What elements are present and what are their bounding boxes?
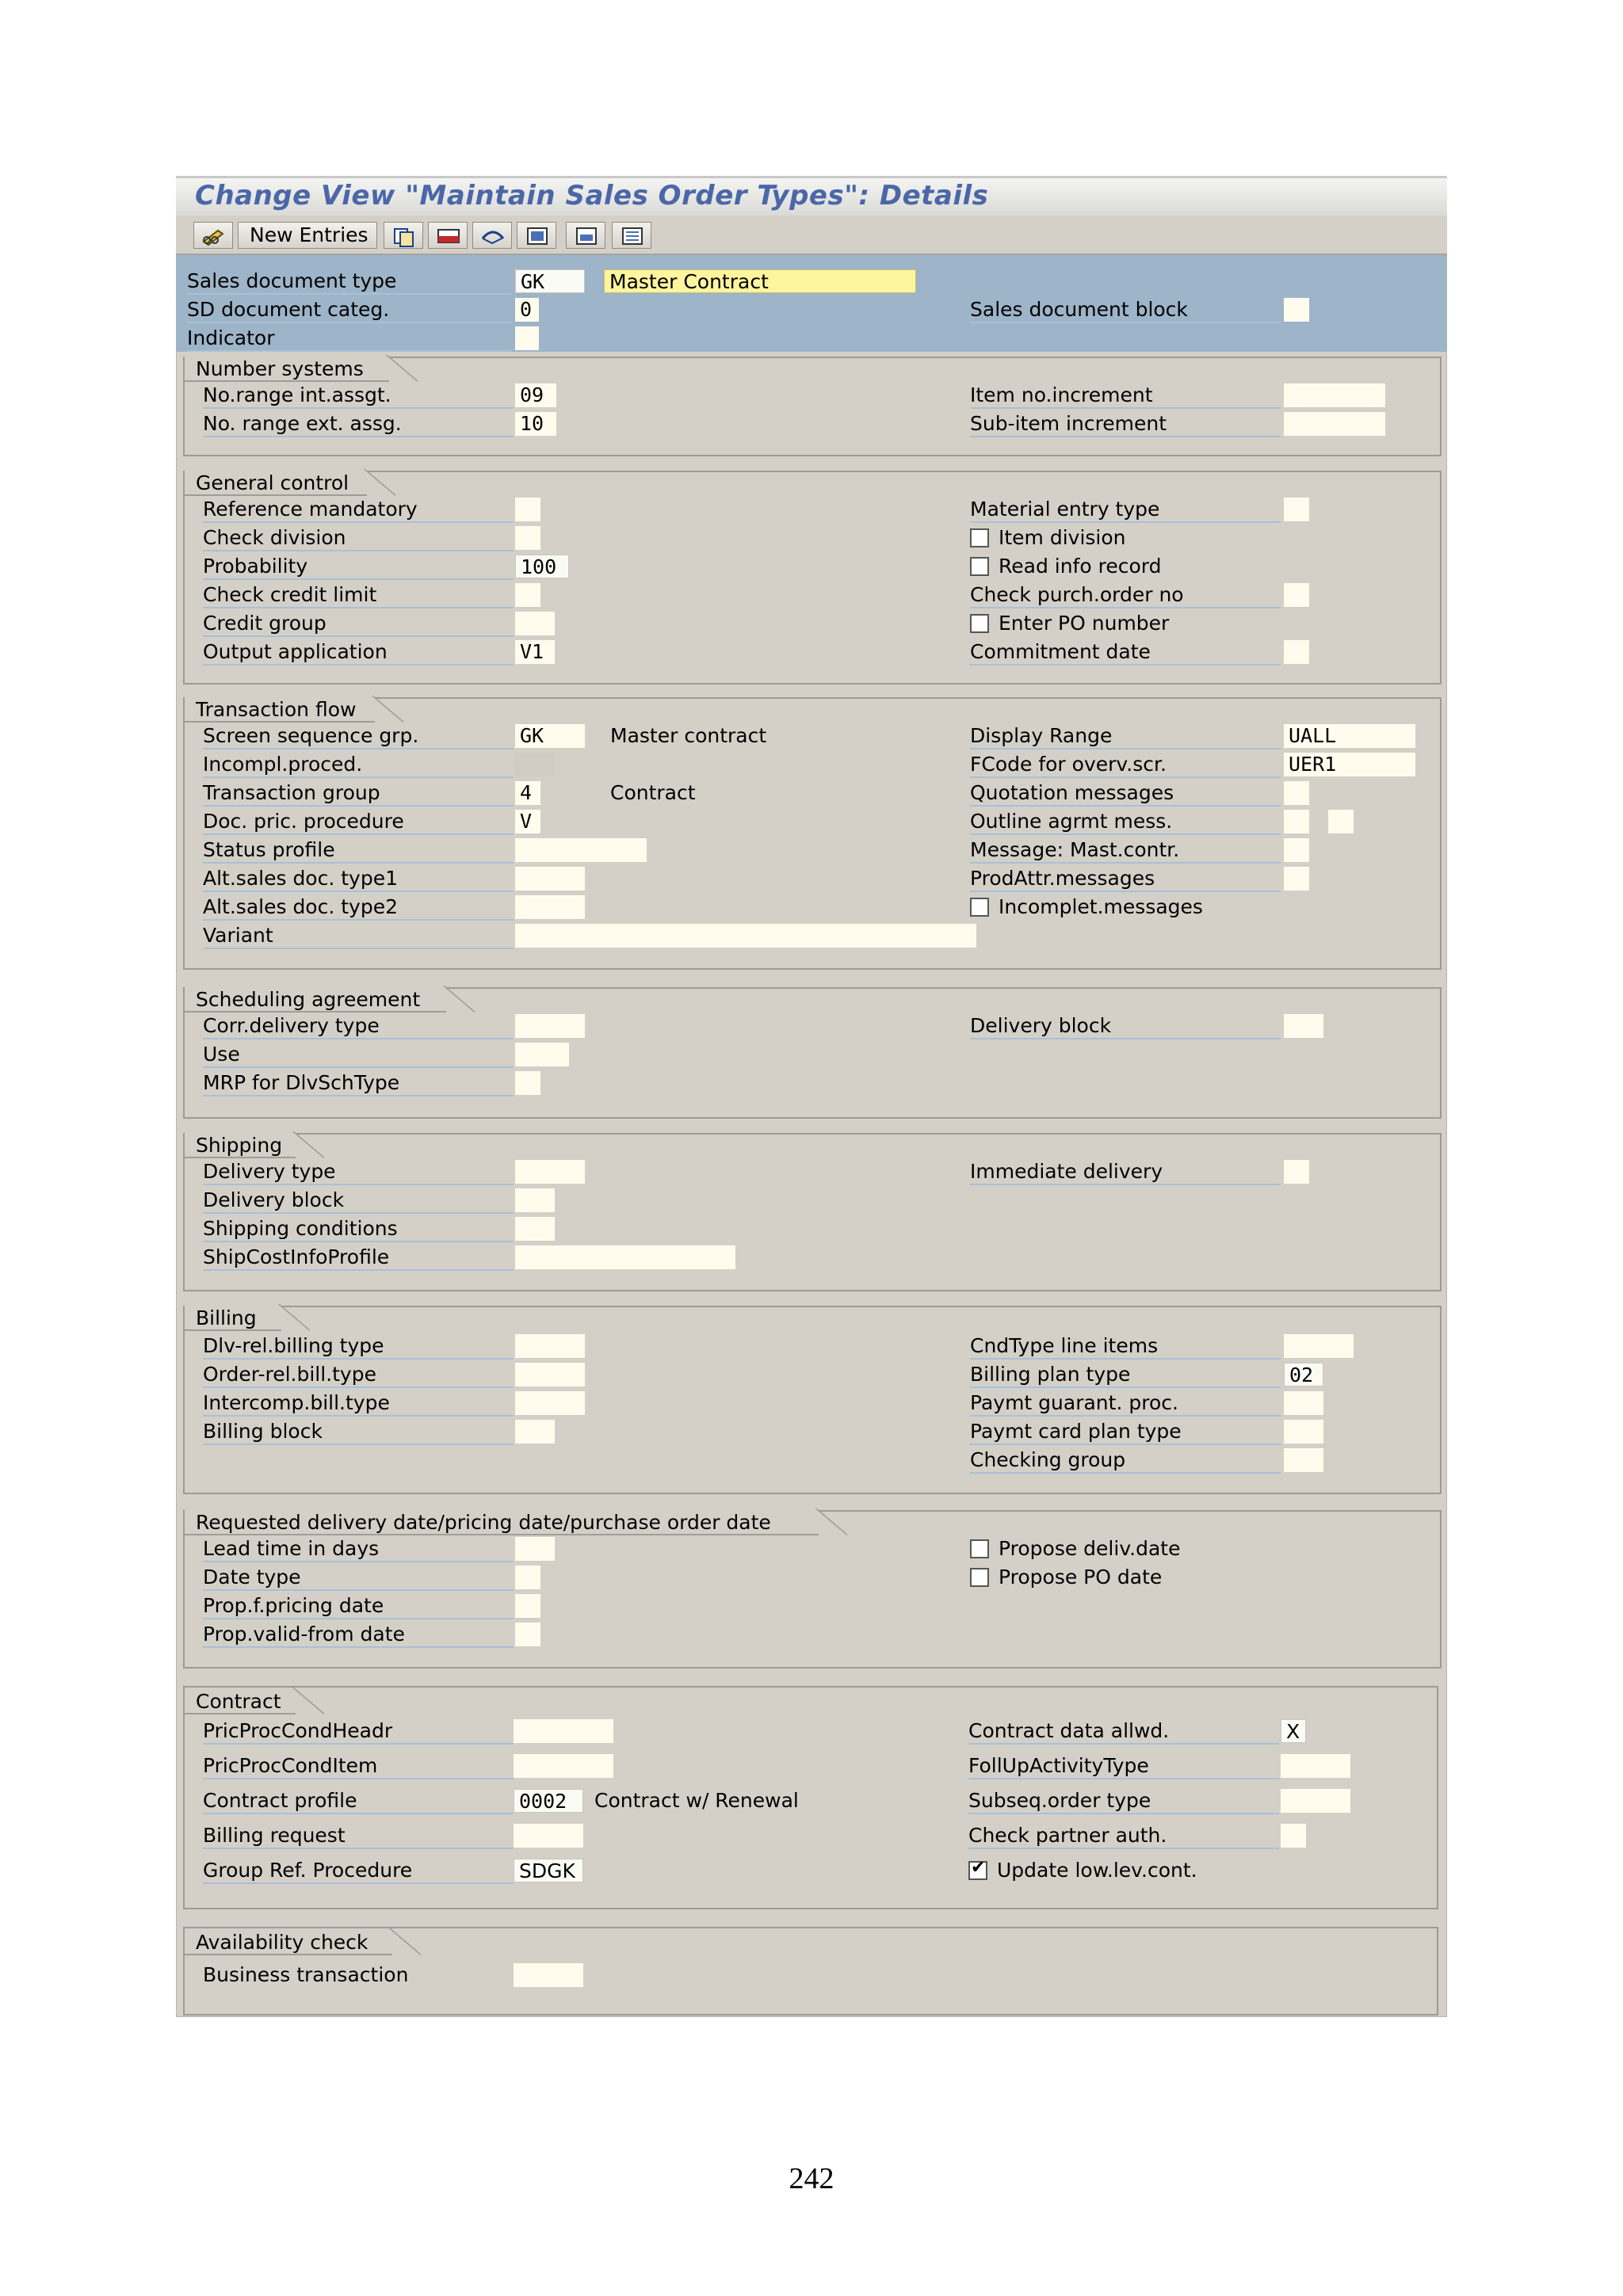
mrp-for-dlvschtype-field[interactable] bbox=[515, 1071, 540, 1095]
propose-po-date-label: Propose PO date bbox=[999, 1566, 1163, 1589]
sub-item-increment-field[interactable] bbox=[1284, 412, 1385, 436]
immediate-delivery-label: Immediate delivery bbox=[970, 1160, 1281, 1185]
display-change-button[interactable] bbox=[193, 222, 233, 249]
sub-item-increment-label: Sub-item increment bbox=[970, 412, 1281, 437]
transaction-flow-title: Transaction flow bbox=[185, 697, 375, 723]
copy-as-button[interactable] bbox=[384, 222, 423, 249]
corr-delivery-type-field[interactable] bbox=[515, 1014, 585, 1038]
order-rel-bill-type-field[interactable] bbox=[515, 1363, 585, 1386]
pricproc-cond-item-label: PricProcCondItem bbox=[203, 1754, 514, 1779]
transaction-group-label: Transaction group bbox=[203, 781, 514, 807]
contract-profile-description: Contract w/ Renewal bbox=[594, 1789, 799, 1812]
delete-button[interactable] bbox=[428, 222, 468, 249]
application-toolbar bbox=[176, 215, 1447, 255]
prodattr-messages-field[interactable] bbox=[1284, 867, 1309, 891]
requested-dates-title: Requested delivery date/pricing date/purchase order date bbox=[185, 1510, 819, 1535]
output-application-field[interactable]: V1 bbox=[515, 640, 555, 664]
scheduling-agreement-title: Scheduling agreement bbox=[185, 987, 446, 1013]
check-purch-order-no-field[interactable] bbox=[1284, 583, 1309, 607]
corr-delivery-type-label: Corr.delivery type bbox=[203, 1014, 514, 1039]
billing-block-field[interactable] bbox=[515, 1420, 555, 1444]
sd-document-categ-label: SD document categ. bbox=[187, 298, 512, 323]
quotation-messages-label: Quotation messages bbox=[970, 781, 1281, 807]
quotation-messages-field[interactable] bbox=[1284, 781, 1309, 805]
shipping-conditions-field[interactable] bbox=[515, 1217, 555, 1241]
delivery-block-field[interactable] bbox=[1284, 1014, 1323, 1038]
indicator-label: Indicator bbox=[187, 326, 512, 352]
billing-block-label: Billing block bbox=[203, 1420, 514, 1445]
pricproc-cond-headr-label: PricProcCondHeadr bbox=[203, 1719, 514, 1745]
enter-po-number-checkbox[interactable] bbox=[970, 614, 989, 633]
lead-time-in-days-field[interactable] bbox=[515, 1537, 555, 1561]
use-field[interactable] bbox=[515, 1043, 569, 1066]
general-control-title: General control bbox=[185, 471, 367, 496]
screen-sequence-grp-label: Screen sequence grp. bbox=[203, 724, 514, 749]
prop-f-pricing-date-field[interactable] bbox=[515, 1594, 540, 1618]
shipcost-info-profile-field[interactable] bbox=[515, 1245, 735, 1269]
new-entries-button[interactable] bbox=[238, 222, 377, 249]
shipcost-info-profile-label: ShipCostInfoProfile bbox=[203, 1245, 514, 1271]
deselect-all-button[interactable] bbox=[612, 222, 651, 249]
sd-document-categ-field[interactable]: 0 bbox=[515, 298, 539, 322]
material-entry-type-label: Material entry type bbox=[970, 498, 1281, 523]
shipping-delivery-block-label: Delivery block bbox=[203, 1188, 514, 1214]
deselect-all-icon bbox=[613, 223, 652, 250]
no-range-int-label: No.range int.assgt. bbox=[203, 383, 514, 409]
follup-activity-type-label: FollUpActivityType bbox=[968, 1754, 1279, 1779]
transaction-group-field[interactable]: 4 bbox=[515, 781, 540, 805]
output-application-label: Output application bbox=[203, 640, 514, 666]
sales-document-type-field[interactable]: GK bbox=[515, 269, 585, 293]
window-title: Change View "Maintain Sales Order Types": Details bbox=[195, 180, 989, 212]
select-block-icon bbox=[567, 223, 606, 250]
no-range-int-field[interactable]: 09 bbox=[515, 383, 556, 407]
update-low-lev-cont-label: Update low.lev.cont. bbox=[997, 1859, 1197, 1882]
incomplet-messages-label: Incomplet.messages bbox=[999, 895, 1203, 918]
lead-time-in-days-label: Lead time in days bbox=[203, 1537, 514, 1562]
order-rel-bill-type-label: Order-rel.bill.type bbox=[203, 1363, 514, 1388]
subseq-order-type-label: Subseq.order type bbox=[968, 1789, 1279, 1814]
cndtype-line-items-label: CndType line items bbox=[970, 1334, 1281, 1360]
select-all-button[interactable] bbox=[517, 222, 556, 249]
select-all-icon bbox=[517, 223, 557, 250]
credit-group-field[interactable] bbox=[515, 612, 555, 635]
date-type-field[interactable] bbox=[515, 1566, 540, 1589]
alt-sales-doc-type2-label: Alt.sales doc. type2 bbox=[203, 895, 514, 921]
outline-agrmt-mess-field2[interactable] bbox=[1328, 810, 1354, 833]
subseq-order-type-field[interactable] bbox=[1281, 1789, 1350, 1813]
group-ref-procedure-field[interactable]: SDGK bbox=[514, 1859, 583, 1882]
item-no-increment-label: Item no.increment bbox=[970, 383, 1281, 409]
variant-label: Variant bbox=[203, 924, 514, 949]
contract-profile-label: Contract profile bbox=[203, 1789, 514, 1814]
item-division-checkbox[interactable] bbox=[970, 528, 989, 547]
billing-title: Billing bbox=[185, 1306, 281, 1331]
mrp-for-dlvschtype-label: MRP for DlvSchType bbox=[203, 1071, 514, 1097]
contract-data-allwd-label: Contract data allwd. bbox=[968, 1719, 1279, 1745]
check-division-field[interactable] bbox=[515, 526, 540, 550]
prop-valid-from-date-label: Prop.valid-from date bbox=[203, 1623, 514, 1648]
sales-document-type-label: Sales document type bbox=[187, 269, 512, 295]
doc-pric-procedure-field[interactable]: V bbox=[515, 810, 540, 833]
alt-sales-doc-type1-label: Alt.sales doc. type1 bbox=[203, 867, 514, 892]
checking-group-field[interactable] bbox=[1284, 1448, 1323, 1472]
billing-request-field[interactable] bbox=[514, 1824, 583, 1848]
update-low-lev-cont-checkbox[interactable] bbox=[968, 1861, 987, 1880]
item-no-increment-field[interactable] bbox=[1284, 383, 1385, 407]
business-transaction-field[interactable] bbox=[514, 1963, 583, 1987]
check-purch-order-no-label: Check purch.order no bbox=[970, 583, 1281, 608]
display-range-label: Display Range bbox=[970, 724, 1281, 749]
fcode-overv-label: FCode for overv.scr. bbox=[970, 753, 1281, 778]
material-entry-type-field[interactable] bbox=[1284, 498, 1309, 521]
reference-mandatory-field[interactable] bbox=[515, 498, 540, 521]
incomplet-messages-checkbox[interactable] bbox=[970, 898, 989, 917]
number-systems-title: Number systems bbox=[185, 357, 389, 382]
follup-activity-type-field[interactable] bbox=[1281, 1754, 1350, 1778]
propose-deliv-date-label: Propose deliv.date bbox=[999, 1537, 1181, 1560]
check-credit-limit-field[interactable] bbox=[515, 583, 540, 607]
contract-title: Contract bbox=[185, 1689, 296, 1714]
incompl-proced-field[interactable] bbox=[515, 753, 555, 776]
status-profile-field[interactable] bbox=[515, 838, 647, 862]
propose-deliv-date-checkbox[interactable] bbox=[970, 1539, 989, 1558]
billing-request-label: Billing request bbox=[203, 1824, 514, 1849]
dlv-rel-billing-type-field[interactable] bbox=[515, 1334, 585, 1358]
sales-document-type-description[interactable]: Master Contract bbox=[604, 269, 916, 293]
incompl-proced-label: Incompl.proced. bbox=[203, 753, 514, 778]
message-mast-contr-label: Message: Mast.contr. bbox=[970, 838, 1281, 864]
reference-mandatory-label: Reference mandatory bbox=[203, 498, 514, 523]
credit-group-label: Credit group bbox=[203, 612, 514, 637]
pricproc-cond-item-field[interactable] bbox=[514, 1754, 613, 1778]
commitment-date-field[interactable] bbox=[1284, 640, 1309, 664]
probability-label: Probability bbox=[203, 555, 514, 580]
shipping-title: Shipping bbox=[185, 1133, 296, 1158]
check-partner-auth-field[interactable] bbox=[1281, 1824, 1306, 1848]
sales-document-block-label: Sales document block bbox=[970, 298, 1281, 323]
alt-sales-doc-type2-field[interactable] bbox=[515, 895, 585, 919]
business-transaction-label: Business transaction bbox=[203, 1963, 409, 1986]
contract-data-allwd-field[interactable]: X bbox=[1281, 1719, 1306, 1743]
outline-agrmt-mess-field1[interactable] bbox=[1284, 810, 1309, 833]
check-division-label: Check division bbox=[203, 526, 514, 551]
indicator-field[interactable] bbox=[515, 326, 539, 350]
contract-profile-field[interactable]: 0002 bbox=[514, 1789, 583, 1813]
commitment-date-label: Commitment date bbox=[970, 640, 1281, 666]
check-credit-limit-label: Check credit limit bbox=[203, 583, 514, 608]
outline-agrmt-mess-label: Outline agrmt mess. bbox=[970, 810, 1281, 835]
check-partner-auth-label: Check partner auth. bbox=[968, 1824, 1279, 1849]
undo-icon bbox=[473, 223, 513, 250]
pencil-glasses-icon bbox=[194, 223, 234, 250]
variant-field[interactable] bbox=[515, 924, 976, 948]
undo-change-button[interactable] bbox=[472, 222, 512, 249]
read-info-record-label: Read info record bbox=[999, 555, 1162, 578]
new-entries-label: New Entries bbox=[250, 223, 369, 246]
delivery-block-label: Delivery block bbox=[970, 1014, 1281, 1039]
message-mast-contr-field[interactable] bbox=[1284, 838, 1309, 862]
pricproc-cond-headr-field[interactable] bbox=[514, 1719, 613, 1743]
prop-f-pricing-date-label: Prop.f.pricing date bbox=[203, 1594, 514, 1619]
prop-valid-from-date-field[interactable] bbox=[515, 1623, 540, 1646]
delivery-type-field[interactable] bbox=[515, 1160, 585, 1184]
date-type-label: Date type bbox=[203, 1566, 514, 1591]
page-number: 242 bbox=[789, 2162, 834, 2195]
dlv-rel-billing-type-label: Dlv-rel.billing type bbox=[203, 1334, 514, 1360]
group-ref-procedure-label: Group Ref. Procedure bbox=[203, 1859, 514, 1884]
transaction-group-description: Contract bbox=[610, 781, 696, 804]
alt-sales-doc-type1-field[interactable] bbox=[515, 867, 585, 891]
title-bar bbox=[176, 176, 1447, 215]
delivery-type-label: Delivery type bbox=[203, 1160, 514, 1185]
select-block-button[interactable] bbox=[566, 222, 605, 249]
no-range-ext-field[interactable]: 10 bbox=[515, 412, 556, 436]
prodattr-messages-label: ProdAttr.messages bbox=[970, 867, 1281, 892]
fcode-overv-field[interactable]: UER1 bbox=[1284, 753, 1415, 776]
probability-field[interactable]: 100 bbox=[515, 555, 569, 578]
immediate-delivery-field[interactable] bbox=[1284, 1160, 1309, 1184]
no-range-ext-label: No. range ext. assg. bbox=[203, 412, 514, 437]
screen-sequence-grp-field[interactable]: GK bbox=[515, 724, 585, 748]
sales-document-block-field[interactable] bbox=[1284, 298, 1309, 322]
propose-po-date-checkbox[interactable] bbox=[970, 1568, 989, 1587]
intercomp-bill-type-field[interactable] bbox=[515, 1391, 585, 1415]
screen-sequence-description: Master contract bbox=[610, 724, 767, 747]
shipping-conditions-label: Shipping conditions bbox=[203, 1217, 514, 1242]
delete-icon bbox=[429, 223, 468, 250]
paymt-card-plan-type-field[interactable] bbox=[1284, 1420, 1323, 1444]
doc-pric-procedure-label: Doc. pric. procedure bbox=[203, 810, 514, 835]
item-division-label: Item division bbox=[999, 526, 1126, 549]
display-range-field[interactable]: UALL bbox=[1284, 724, 1415, 748]
use-label: Use bbox=[203, 1043, 514, 1068]
copy-icon bbox=[384, 223, 424, 250]
shipping-delivery-block-field[interactable] bbox=[515, 1188, 555, 1212]
enter-po-number-label: Enter PO number bbox=[999, 612, 1170, 635]
paymt-card-plan-type-label: Paymt card plan type bbox=[970, 1420, 1281, 1445]
status-profile-label: Status profile bbox=[203, 838, 514, 864]
checking-group-label: Checking group bbox=[970, 1448, 1281, 1474]
paymt-guarant-proc-label: Paymt guarant. proc. bbox=[970, 1391, 1281, 1417]
availability-check-title: Availability check bbox=[185, 1930, 392, 1955]
read-info-record-checkbox[interactable] bbox=[970, 557, 989, 576]
billing-plan-type-field[interactable]: 02 bbox=[1284, 1363, 1323, 1386]
billing-plan-type-label: Billing plan type bbox=[970, 1363, 1281, 1388]
paymt-guarant-proc-field[interactable] bbox=[1284, 1391, 1323, 1415]
cndtype-line-items-field[interactable] bbox=[1284, 1334, 1354, 1358]
intercomp-bill-type-label: Intercomp.bill.type bbox=[203, 1391, 514, 1417]
